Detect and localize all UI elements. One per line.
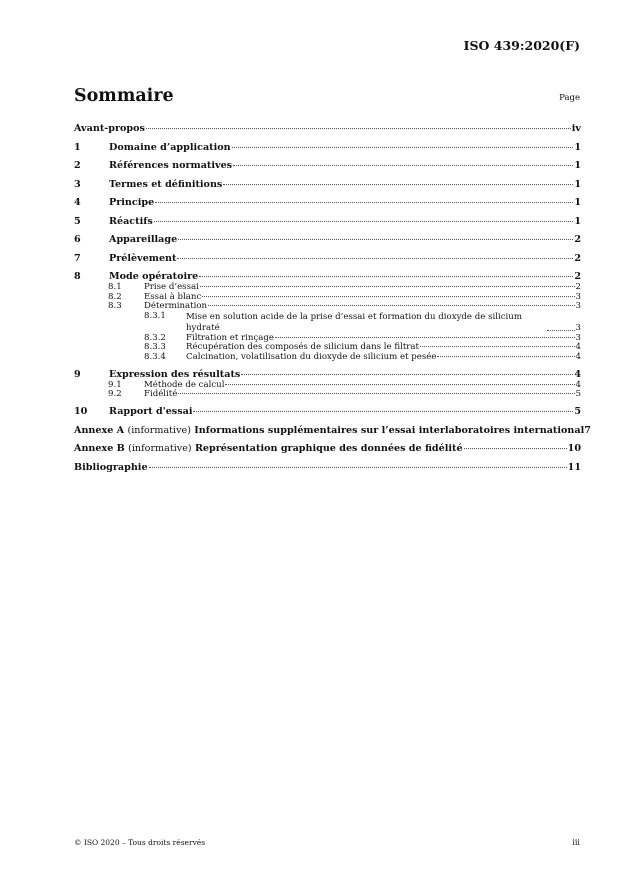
toc-entry-label: Calcination, volatilisation du dioxyde de silicium et pesée — [186, 351, 437, 362]
leader-dots — [547, 330, 575, 331]
toc-entry-page: 2 — [574, 252, 581, 264]
leader-dots — [232, 147, 574, 148]
toc-entry-9-2[interactable] — [74, 390, 581, 400]
toc-entry-6[interactable] — [74, 234, 581, 246]
toc-entry-page: 1 — [574, 215, 581, 227]
toc-entry-page: 2 — [575, 282, 581, 292]
toc-entry-number: 8.3.4 — [144, 351, 166, 362]
toc-entry-page: 2 — [574, 271, 581, 282]
toc-entry-number: 5 — [74, 215, 81, 227]
toc-entry-page: 4 — [574, 368, 581, 380]
toc-entry-label: Prélèvement — [109, 252, 177, 264]
toc-entry-page: 4 — [575, 351, 581, 362]
toc-entry-label: Avant-propos — [74, 123, 145, 134]
leader-dots — [146, 128, 571, 129]
leader-dots — [155, 202, 573, 203]
toc-entry-bibliographie[interactable] — [74, 462, 581, 474]
leader-dots — [200, 286, 575, 287]
toc-entry-label: Prise d’essai — [144, 282, 199, 292]
toc-entry-page: 3 — [575, 291, 581, 302]
toc-entry-label: Appareillage — [109, 234, 178, 245]
toc-entry-page: 1 — [574, 160, 581, 171]
toc-entry-page: 1 — [574, 141, 581, 153]
toc-entry-3[interactable] — [74, 179, 581, 191]
toc-entry-number: 2 — [74, 160, 81, 171]
leader-dots — [420, 346, 575, 347]
toc-entry-label — [74, 443, 463, 455]
toc-entry-4[interactable] — [74, 197, 581, 209]
annex-prefix: Annexe B — [74, 443, 125, 454]
toc-entry-number: 9.2 — [108, 389, 122, 399]
leader-dots — [149, 467, 567, 468]
toc-entry-annex-a[interactable] — [74, 424, 591, 437]
toc-entry-label: Bibliographie — [74, 461, 148, 473]
toc-entry-number: 8.1 — [108, 282, 122, 292]
table-of-contents — [74, 123, 591, 474]
toc-entry-page: 4 — [575, 379, 581, 390]
toc-entry-number: 8.2 — [108, 291, 122, 302]
toc-entry-label — [74, 425, 584, 437]
toc-entry-5[interactable] — [74, 216, 581, 228]
toc-entry-number: 8.3.3 — [144, 342, 166, 352]
leader-dots — [275, 337, 575, 338]
toc-entry-10[interactable] — [74, 406, 581, 418]
annex-title: Informations supplémentaires sur l’essai interlaboratoires international — [194, 424, 585, 436]
toc-entry-page: iv — [571, 123, 581, 134]
toc-entry-page: 5 — [574, 406, 581, 417]
toc-entry-label: Mode opératoire — [109, 271, 199, 282]
leader-dots — [193, 411, 573, 412]
page-title: Sommaire — [74, 86, 174, 106]
toc-entry-number: 1 — [74, 141, 81, 153]
toc-entry-label: Principe — [109, 197, 155, 208]
toc-entry-label: Domaine d’application — [109, 141, 231, 153]
toc-entry-label: Essai à blanc — [144, 291, 202, 302]
toc-entry-page: 1 — [574, 178, 581, 190]
toc-entry-page: 2 — [574, 234, 581, 245]
toc-entry-number: 3 — [74, 178, 81, 190]
toc-entry-page: 10 — [567, 443, 581, 454]
toc-entry-number: 9 — [74, 368, 81, 380]
toc-entry-number: 8.3 — [108, 301, 122, 311]
toc-entry-9[interactable] — [74, 369, 581, 381]
toc-entry-2[interactable] — [74, 160, 581, 172]
toc-entry-annex-b[interactable] — [74, 443, 581, 455]
toc-entry-label: Récupération des composés de silicium dans le filtrat — [186, 342, 419, 352]
leader-dots — [154, 221, 574, 222]
toc-entry-label: Filtration et rinçage — [186, 332, 274, 343]
annex-type: (informative) — [128, 443, 192, 454]
leader-dots — [208, 305, 574, 306]
toc-entry-label: Références normatives — [109, 160, 233, 171]
leader-dots — [464, 448, 567, 449]
toc-entry-number: 10 — [74, 406, 88, 417]
toc-entry-number: 4 — [74, 197, 81, 208]
toc-entry-page: 3 — [575, 332, 581, 343]
toc-entry-page: 3 — [575, 323, 581, 333]
leader-dots — [177, 258, 573, 259]
leader-dots — [202, 296, 574, 297]
toc-entry-8-3-1[interactable] — [74, 312, 581, 334]
leader-dots — [223, 184, 573, 185]
toc-entry-label: Rapport d'essai — [109, 406, 193, 417]
toc-entry-page: 3 — [575, 301, 581, 311]
toc-entry-label: Mise en solution acide de la prise d’essai et formation du dioxyde de silicium hydraté — [186, 311, 522, 333]
toc-entry-label: Détermination — [144, 301, 208, 311]
toc-entry-page: 4 — [575, 342, 581, 352]
toc-entry-label: Expression des résultats — [109, 368, 241, 380]
toc-entry-number: 8.3.2 — [144, 332, 166, 343]
toc-entry-page: 5 — [575, 389, 581, 399]
leader-dots — [178, 393, 574, 394]
toc-entry-number: 7 — [74, 252, 81, 264]
leader-dots — [437, 356, 574, 357]
toc-entry-number: 6 — [74, 234, 81, 245]
toc-entry-label: Fidélité — [144, 389, 178, 399]
leader-dots — [241, 374, 573, 375]
toc-entry-number: 9.1 — [108, 379, 122, 390]
document-code: ISO 439:2020(F) — [463, 38, 580, 53]
leader-dots — [225, 384, 574, 385]
leader-dots — [178, 239, 573, 240]
leader-dots — [233, 165, 573, 166]
toc-entry-7[interactable] — [74, 253, 581, 265]
toc-entry-1[interactable] — [74, 142, 581, 154]
footer-page-number: iii — [572, 838, 580, 847]
toc-entry-avant-propos[interactable] — [74, 123, 581, 135]
footer-copyright: © ISO 2020 – Tous droits réservés — [74, 838, 206, 847]
toc-entry-8-3-4[interactable] — [74, 353, 581, 363]
annex-prefix: Annexe A — [74, 424, 125, 436]
toc-entry-label: Méthode de calcul — [144, 379, 225, 390]
leader-dots — [199, 276, 573, 277]
annex-type: (informative) — [127, 424, 191, 436]
toc-entry-page: 11 — [567, 461, 581, 473]
toc-entry-page: 1 — [574, 197, 581, 208]
toc-entry-page: 7 — [584, 424, 591, 436]
toc-entry-number: 8.3.1 — [144, 310, 166, 321]
page-column-label: Page — [559, 93, 580, 103]
toc-entry-label: Termes et définitions — [109, 178, 223, 190]
toc-entry-number: 8 — [74, 271, 81, 282]
annex-title: Représentation graphique des données de fidélité — [194, 443, 463, 454]
toc-entry-label: Réactifs — [109, 215, 153, 227]
